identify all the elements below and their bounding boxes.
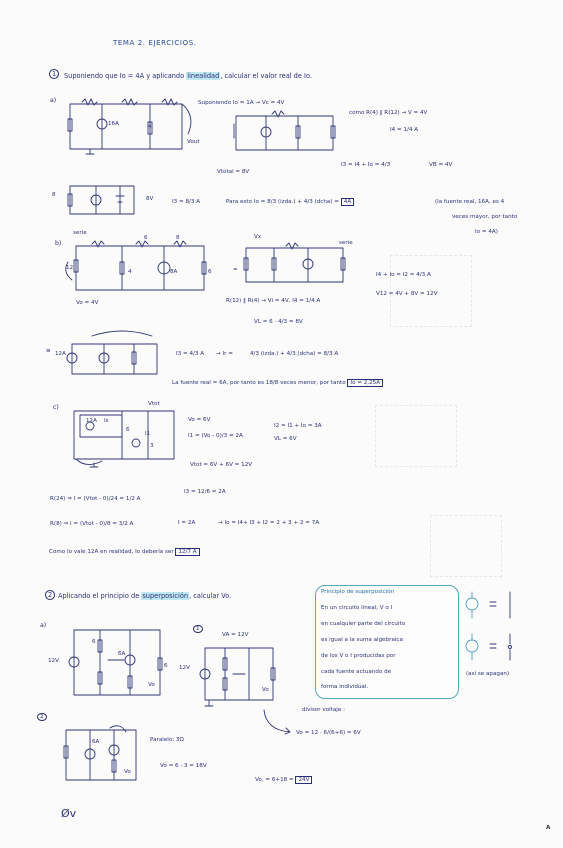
part-a-label: a) <box>50 97 57 104</box>
vb-eq: VB = 4V <box>429 162 453 168</box>
label-12v-step1: 12V <box>179 665 190 671</box>
circuit-2a <box>60 620 180 700</box>
bleed-through-box <box>430 515 502 577</box>
vo2-eq: Vo = 6 · 3 = 18V <box>160 763 207 769</box>
r24-eq: R(24) ⇒ I = (Vtot - 0)/24 = 1/2 A <box>50 496 141 502</box>
exercise-1-statement: Suponiendo que Io = 4A y aplicando linealidad, calcular el valor real de Io. <box>64 72 312 80</box>
label-16a: 16A <box>108 121 119 127</box>
step-2: 2 <box>37 715 47 721</box>
part-c-label: c) <box>53 404 59 411</box>
vl-eq: VL = 6 · 4/3 = 8V <box>254 319 303 325</box>
note-line: En un circuito lineal, V o I <box>321 605 393 611</box>
vo-eq: Vo = 4V <box>76 300 99 306</box>
i3-result: I3 = 8/3 A <box>172 199 201 205</box>
note-line-2: veces mayor, por tanto <box>452 214 518 220</box>
note-title: Principio de superposición <box>321 589 395 595</box>
exercise-1-number: 1 <box>49 71 59 78</box>
vtotal-eq: Vtotal = 8V <box>217 169 250 175</box>
label-vtot: Vtot <box>148 401 160 407</box>
circuit-1b-equivalent <box>228 240 353 290</box>
exercise-2-number: 2 <box>45 592 55 599</box>
label-12a-c: 12A <box>86 418 97 424</box>
label-is: Is <box>104 418 109 424</box>
label-8: 8 <box>52 192 56 198</box>
bleed-through-box <box>375 405 457 467</box>
note-line: cada fuente actuando de <box>321 669 392 675</box>
label-6c: 6 <box>208 269 212 275</box>
note-line-1: (la fuente real, 16A, es 4 <box>435 199 505 205</box>
label-4b: 4 <box>128 269 132 275</box>
label-8a: 8A <box>170 269 178 275</box>
label-6-c: 6 <box>126 427 130 433</box>
note-line: de los V o I producidas por <box>321 653 396 659</box>
label-12v: 12V <box>48 658 59 664</box>
equiv-sign: ≡ <box>46 348 51 354</box>
label-i1: I1 <box>145 431 151 437</box>
note-line: es igual a la suma algebraica <box>321 637 403 643</box>
vo-total: Vo, = 6+18 = 24V <box>255 778 312 784</box>
circuit-1a-simplified <box>66 182 146 218</box>
source-off-symbols <box>462 588 522 668</box>
label-4: 4 <box>148 124 152 130</box>
note-line: forma individual. <box>321 684 369 690</box>
i2-c: I2 = I1 + Io = 3A <box>274 423 322 429</box>
r8-eq: R(8) ⇒ I = (Vtot - 0)/8 = 3/2 A <box>50 521 134 527</box>
vo-c: Vo = 6V <box>188 417 211 423</box>
label-vx: Vx <box>254 234 262 240</box>
i3-b2: I3 = 4/3 A <box>176 351 205 357</box>
vtot-c: Vtot = 6V + 6V = 12V <box>190 462 253 468</box>
circuit-1a <box>62 94 202 154</box>
label-vo-step1: Vo <box>262 687 269 693</box>
circuit-1b <box>64 232 214 297</box>
approx-sign: = <box>233 267 238 273</box>
label-6-2a: 6 <box>92 639 96 645</box>
label-12a: 12A <box>55 351 66 357</box>
note-line: en cualquier parte del circuito <box>321 621 406 627</box>
real-source-text: La fuente real = 6A, por tanto es 18/8 veces menor, por tanto Io = 2,25A <box>172 381 383 387</box>
label-vout: Vout <box>187 139 200 145</box>
circuit-1a-equivalent <box>228 108 343 158</box>
superpos-b2: 4/3 (izda.) + 4/3 (dcha) = 8/3 A <box>250 351 339 357</box>
i3-c: I3 = 12/6 = 2A <box>184 489 226 495</box>
parallel-text: Paralelo: 3Ω <box>150 737 184 743</box>
label-serie-2: serie <box>339 240 353 246</box>
label-serie: serie <box>73 230 87 236</box>
label-8b: 8 <box>176 235 180 241</box>
step-1: 1 <box>193 627 203 633</box>
label-6-2a-b: 6 <box>164 663 168 669</box>
label-3-c: 3 <box>150 443 154 449</box>
divider-text: divisor voltaje : <box>302 707 345 713</box>
label-6a-2a: 6A <box>118 651 126 657</box>
ir-arrow: → Ir = <box>216 351 233 357</box>
part-a2-label: a) <box>40 622 47 629</box>
source-off-caption: (así se apagan) <box>466 671 510 677</box>
i3-eq: I3 = I4 + Io = 4/3 <box>341 162 391 168</box>
note-line-3: Io = 4A) <box>475 229 498 235</box>
circuit-2a-step2 <box>56 724 146 786</box>
page-mark: A <box>546 825 551 831</box>
vl-c: VL = 6V <box>274 436 297 442</box>
va-eq: VA = 12V <box>222 632 249 638</box>
conclusion-c: Como Io vale 12A en realidad, Io debería ser 12/7 A <box>49 550 200 556</box>
label-vo-2a: Vo <box>148 682 155 688</box>
footer-mark: Øv <box>61 807 77 820</box>
label-6a-step2: 6A <box>92 739 100 745</box>
parallel-eq: como R(4) ‖ R(12) → V = 4V <box>349 110 428 116</box>
i4-eq: I4 = 1/4 A <box>390 127 419 133</box>
circuit-1b-reduced <box>62 330 172 380</box>
ri-eq: R(12) ‖ R(4) → Vi = 4V, I4 = 1/4 A <box>226 298 321 304</box>
label-vo-step2: Vo <box>124 769 131 775</box>
label-12b: 12 <box>66 265 74 271</box>
label-8v: 8V <box>146 196 154 202</box>
arrow-to-vo1 <box>260 708 300 738</box>
circuit-2a-step1 <box>193 638 283 708</box>
i-total-c: I = 2A <box>178 520 196 526</box>
vo1-eq: Vo = 12 · 6/(6+6) = 6V <box>296 730 361 736</box>
label-6b: 6 <box>144 235 148 241</box>
i1-c: I1 = (Vo - 0)/3 = 2A <box>188 433 243 439</box>
part-b-label: b) <box>55 240 62 247</box>
circuit-1c <box>64 405 184 467</box>
assume-text: Suponiendo Io = 1A → Vc = 4V <box>198 100 285 106</box>
exercise-2-statement: Aplicando el principio de superposición, calcular Vo. <box>58 592 232 600</box>
ia-eq: I4 + Io = I2 = 4/3 A <box>376 272 431 278</box>
page-title: TEMA 2. EJERCICIOS. <box>113 39 197 47</box>
v12-eq: V12 = 4V + 8V = 12V <box>376 291 438 297</box>
io-sum-c: → Io = I4+ I3 + I2 = 2 + 3 + 2 = 7A <box>218 520 320 526</box>
superposition-text: Para esto Io = 8/3 (izda.) + 4/3 (dcha) = 4A <box>226 200 354 206</box>
